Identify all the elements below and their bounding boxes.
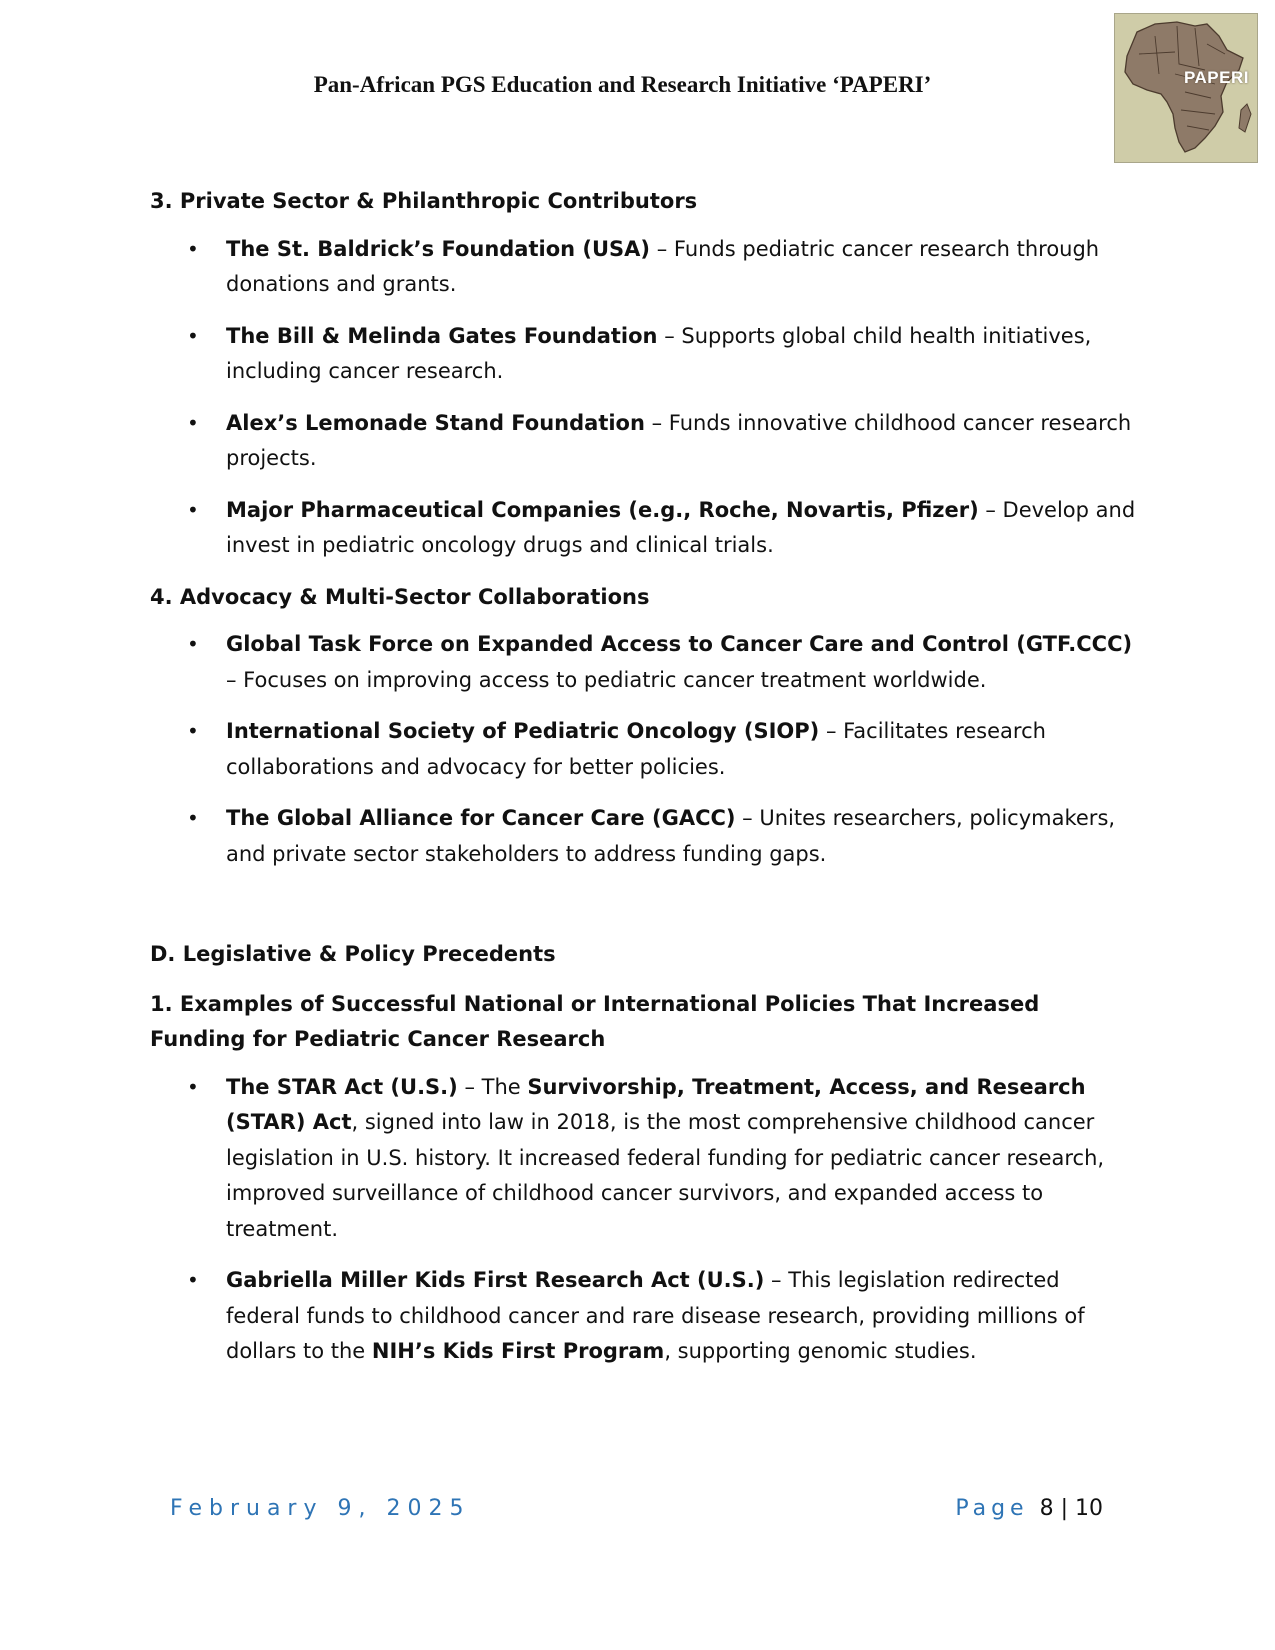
page-total: 10 xyxy=(1075,1496,1103,1521)
list-item xyxy=(150,319,1140,390)
policy-list xyxy=(150,1070,1140,1370)
item-title: Gabriella Miller Kids First Research Act (U.S.) xyxy=(226,1268,765,1292)
item-text: – Facilitates research collaborations and advocacy for better policies. xyxy=(226,719,1046,779)
item-title: The St. Baldrick’s Foundation (USA) xyxy=(226,236,651,261)
africa-map-icon xyxy=(1115,14,1257,162)
document-body xyxy=(150,184,1140,1386)
item-title: Major Pharmaceutical Companies (e.g., Roche, Novartis, Pfizer) xyxy=(226,497,979,522)
item-text: – Supports global child health initiatives, including cancer research. xyxy=(226,323,1092,383)
page-header-title: Pan-African PGS Education and Research Initiative ‘PAPERI’ xyxy=(313,72,932,97)
item-title: The STAR Act (U.S.) xyxy=(226,1074,458,1099)
item-text: , signed into law in 2018, is the most comprehensive childhood cancer legislation in U.S. history. It increased federal funding for pediatric cancer research, improved surveillance of childhood cancer survivors, and expanded access to treatment. xyxy=(226,1110,1105,1241)
footer-page-number xyxy=(955,1496,1103,1521)
item-title: The Bill & Melinda Gates Foundation xyxy=(226,323,658,348)
list-item xyxy=(150,1263,1140,1370)
item-text: – The xyxy=(457,1074,528,1099)
list-item xyxy=(150,1070,1140,1248)
item-text: – Funds pediatric cancer research through donations and grants. xyxy=(226,236,1100,296)
item-text: – Funds innovative childhood cancer research projects. xyxy=(226,410,1132,470)
logo-text: PAPERI xyxy=(1183,68,1249,87)
list-item xyxy=(150,801,1140,872)
page-label: Page xyxy=(955,1496,1029,1521)
list-item xyxy=(150,627,1140,698)
private-sector-list xyxy=(150,232,1140,564)
advocacy-list xyxy=(150,627,1140,872)
item-text: – This legislation redirected federal funds to childhood cancer and rare disease research, providing millions of dollars to the xyxy=(226,1268,1085,1363)
item-title: Global Task Force on Expanded Access to Cancer Care and Control (GTF.CCC) xyxy=(226,632,1133,656)
item-text: – Focuses on improving access to pediatric cancer treatment worldwide. xyxy=(226,667,987,692)
list-item xyxy=(150,232,1140,303)
list-item xyxy=(150,493,1140,564)
section-heading-legislative: D. Legislative & Policy Precedents xyxy=(150,942,556,966)
subheading-policy-examples: 1. Examples of Successful National or International Policies That Increased Funding for Pediatric Cancer Research xyxy=(150,991,1040,1051)
item-title: The Global Alliance for Cancer Care (GACC) xyxy=(226,806,736,830)
item-title: Alex’s Lemonade Stand Foundation xyxy=(226,410,645,435)
item-emphasis: Survivorship, Treatment, Access, and Research (STAR) Act xyxy=(226,1074,1086,1134)
item-title: International Society of Pediatric Oncology (SIOP) xyxy=(226,719,820,743)
item-emphasis: NIH’s Kids First Program xyxy=(371,1339,665,1363)
list-item xyxy=(150,714,1140,785)
section-heading-advocacy: 4. Advocacy & Multi-Sector Collaborations xyxy=(150,584,650,609)
item-text: – Develop and invest in pediatric oncology drugs and clinical trials. xyxy=(226,497,1136,557)
page-number: 8 xyxy=(1039,1496,1054,1521)
footer-date: February 9, 2025 xyxy=(170,1496,471,1521)
paperi-logo xyxy=(1114,13,1258,163)
item-text: – Unites researchers, policymakers, and private sector stakeholders to address funding gaps. xyxy=(226,806,1116,866)
section-heading-private-sector: 3. Private Sector & Philanthropic Contributors xyxy=(150,189,698,213)
page-separator: | xyxy=(1060,1496,1068,1521)
item-text: , supporting genomic studies. xyxy=(664,1339,977,1363)
list-item xyxy=(150,406,1140,477)
